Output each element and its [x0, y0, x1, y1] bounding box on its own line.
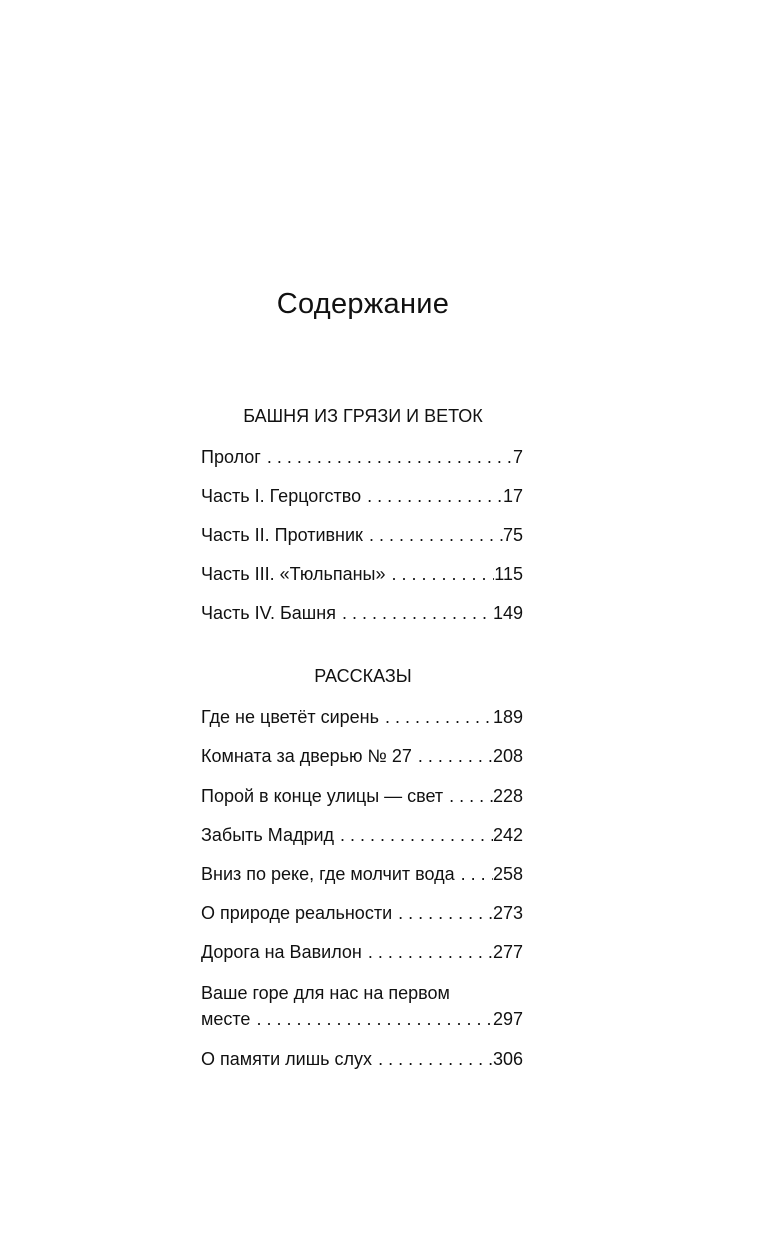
toc-entry-story-4 [201, 822, 523, 848]
section-heading-tower: БАШНЯ ИЗ ГРЯЗИ И ВЕТОК [243, 406, 483, 426]
dot-leader [443, 783, 493, 809]
toc-entry-page: 242 [492, 825, 523, 845]
dot-leader [455, 861, 493, 887]
toc-entry-title: Дорога на Вавилон [201, 942, 362, 962]
toc-entry-title: Забыть Мадрид [201, 825, 335, 845]
dot-leader [361, 483, 503, 509]
toc-entry-page: 208 [492, 746, 523, 766]
toc-entry-part-3 [201, 561, 523, 587]
dot-leader [261, 444, 513, 470]
toc-entry-prologue [201, 444, 523, 470]
dot-leader [412, 743, 493, 769]
toc-entry-page: 306 [492, 1049, 523, 1069]
toc-entry-story-6 [201, 900, 523, 926]
toc-entry-title: Часть II. Противник [201, 525, 363, 545]
toc-entry-page: 7 [512, 447, 523, 467]
toc-entry-page: 297 [492, 1009, 523, 1029]
toc-entry-page: 149 [492, 603, 523, 623]
toc-entry-story-5 [201, 861, 523, 887]
toc-entry-part-2 [201, 522, 523, 548]
toc-entry-title: Комната за дверью № 27 [201, 746, 412, 766]
toc-entry-title-line1: Ваше горе для нас на первом [201, 983, 450, 1003]
dot-leader [250, 1006, 493, 1032]
toc-entry-page: 273 [492, 903, 523, 923]
toc-entry-title: Пролог [201, 447, 261, 467]
dot-leader [362, 939, 493, 965]
dot-leader [334, 822, 493, 848]
toc-entry-page: 115 [494, 564, 523, 584]
toc-entry-part-1 [201, 483, 523, 509]
toc-entry-title: месте [201, 1009, 251, 1029]
toc-entry-title: Где не цветёт сирень [201, 707, 379, 727]
toc-entry-part-4 [201, 600, 523, 626]
dot-leader [379, 704, 493, 730]
toc-entry-title: Вниз по реке, где молчит вода [201, 864, 455, 884]
dot-leader [372, 1046, 493, 1072]
toc-entry-story-2 [201, 743, 523, 769]
toc-entry-title: О памяти лишь слух [201, 1049, 373, 1069]
toc-entry-story-8 [201, 980, 523, 1032]
toc-entry-story-3 [201, 783, 523, 809]
dot-leader [336, 600, 493, 626]
dot-leader [363, 522, 503, 548]
dot-leader [385, 561, 494, 587]
page-title: Содержание [276, 288, 450, 320]
toc-entry-story-1 [201, 704, 523, 730]
toc-entry-title: О природе реальности [201, 903, 393, 923]
toc-entry-page: 258 [492, 864, 523, 884]
toc-entry-title: Порой в конце улицы — свет [201, 786, 444, 806]
toc-entry-page: 277 [492, 942, 523, 962]
toc-entry-page: 228 [492, 786, 523, 806]
toc-entry-story-7 [201, 939, 523, 965]
toc-entry-title: Часть III. «Тюльпаны» [201, 564, 386, 584]
section-heading-stories: РАССКАЗЫ [314, 666, 412, 686]
toc-entry-page: 189 [492, 707, 523, 727]
toc-entry-title: Часть I. Герцогство [201, 486, 362, 506]
toc-entry-page: 75 [502, 525, 523, 545]
toc-entry-title: Часть IV. Башня [201, 603, 336, 623]
toc-entry-page: 17 [502, 486, 523, 506]
toc-entry-story-9 [201, 1046, 523, 1072]
dot-leader [392, 900, 493, 926]
